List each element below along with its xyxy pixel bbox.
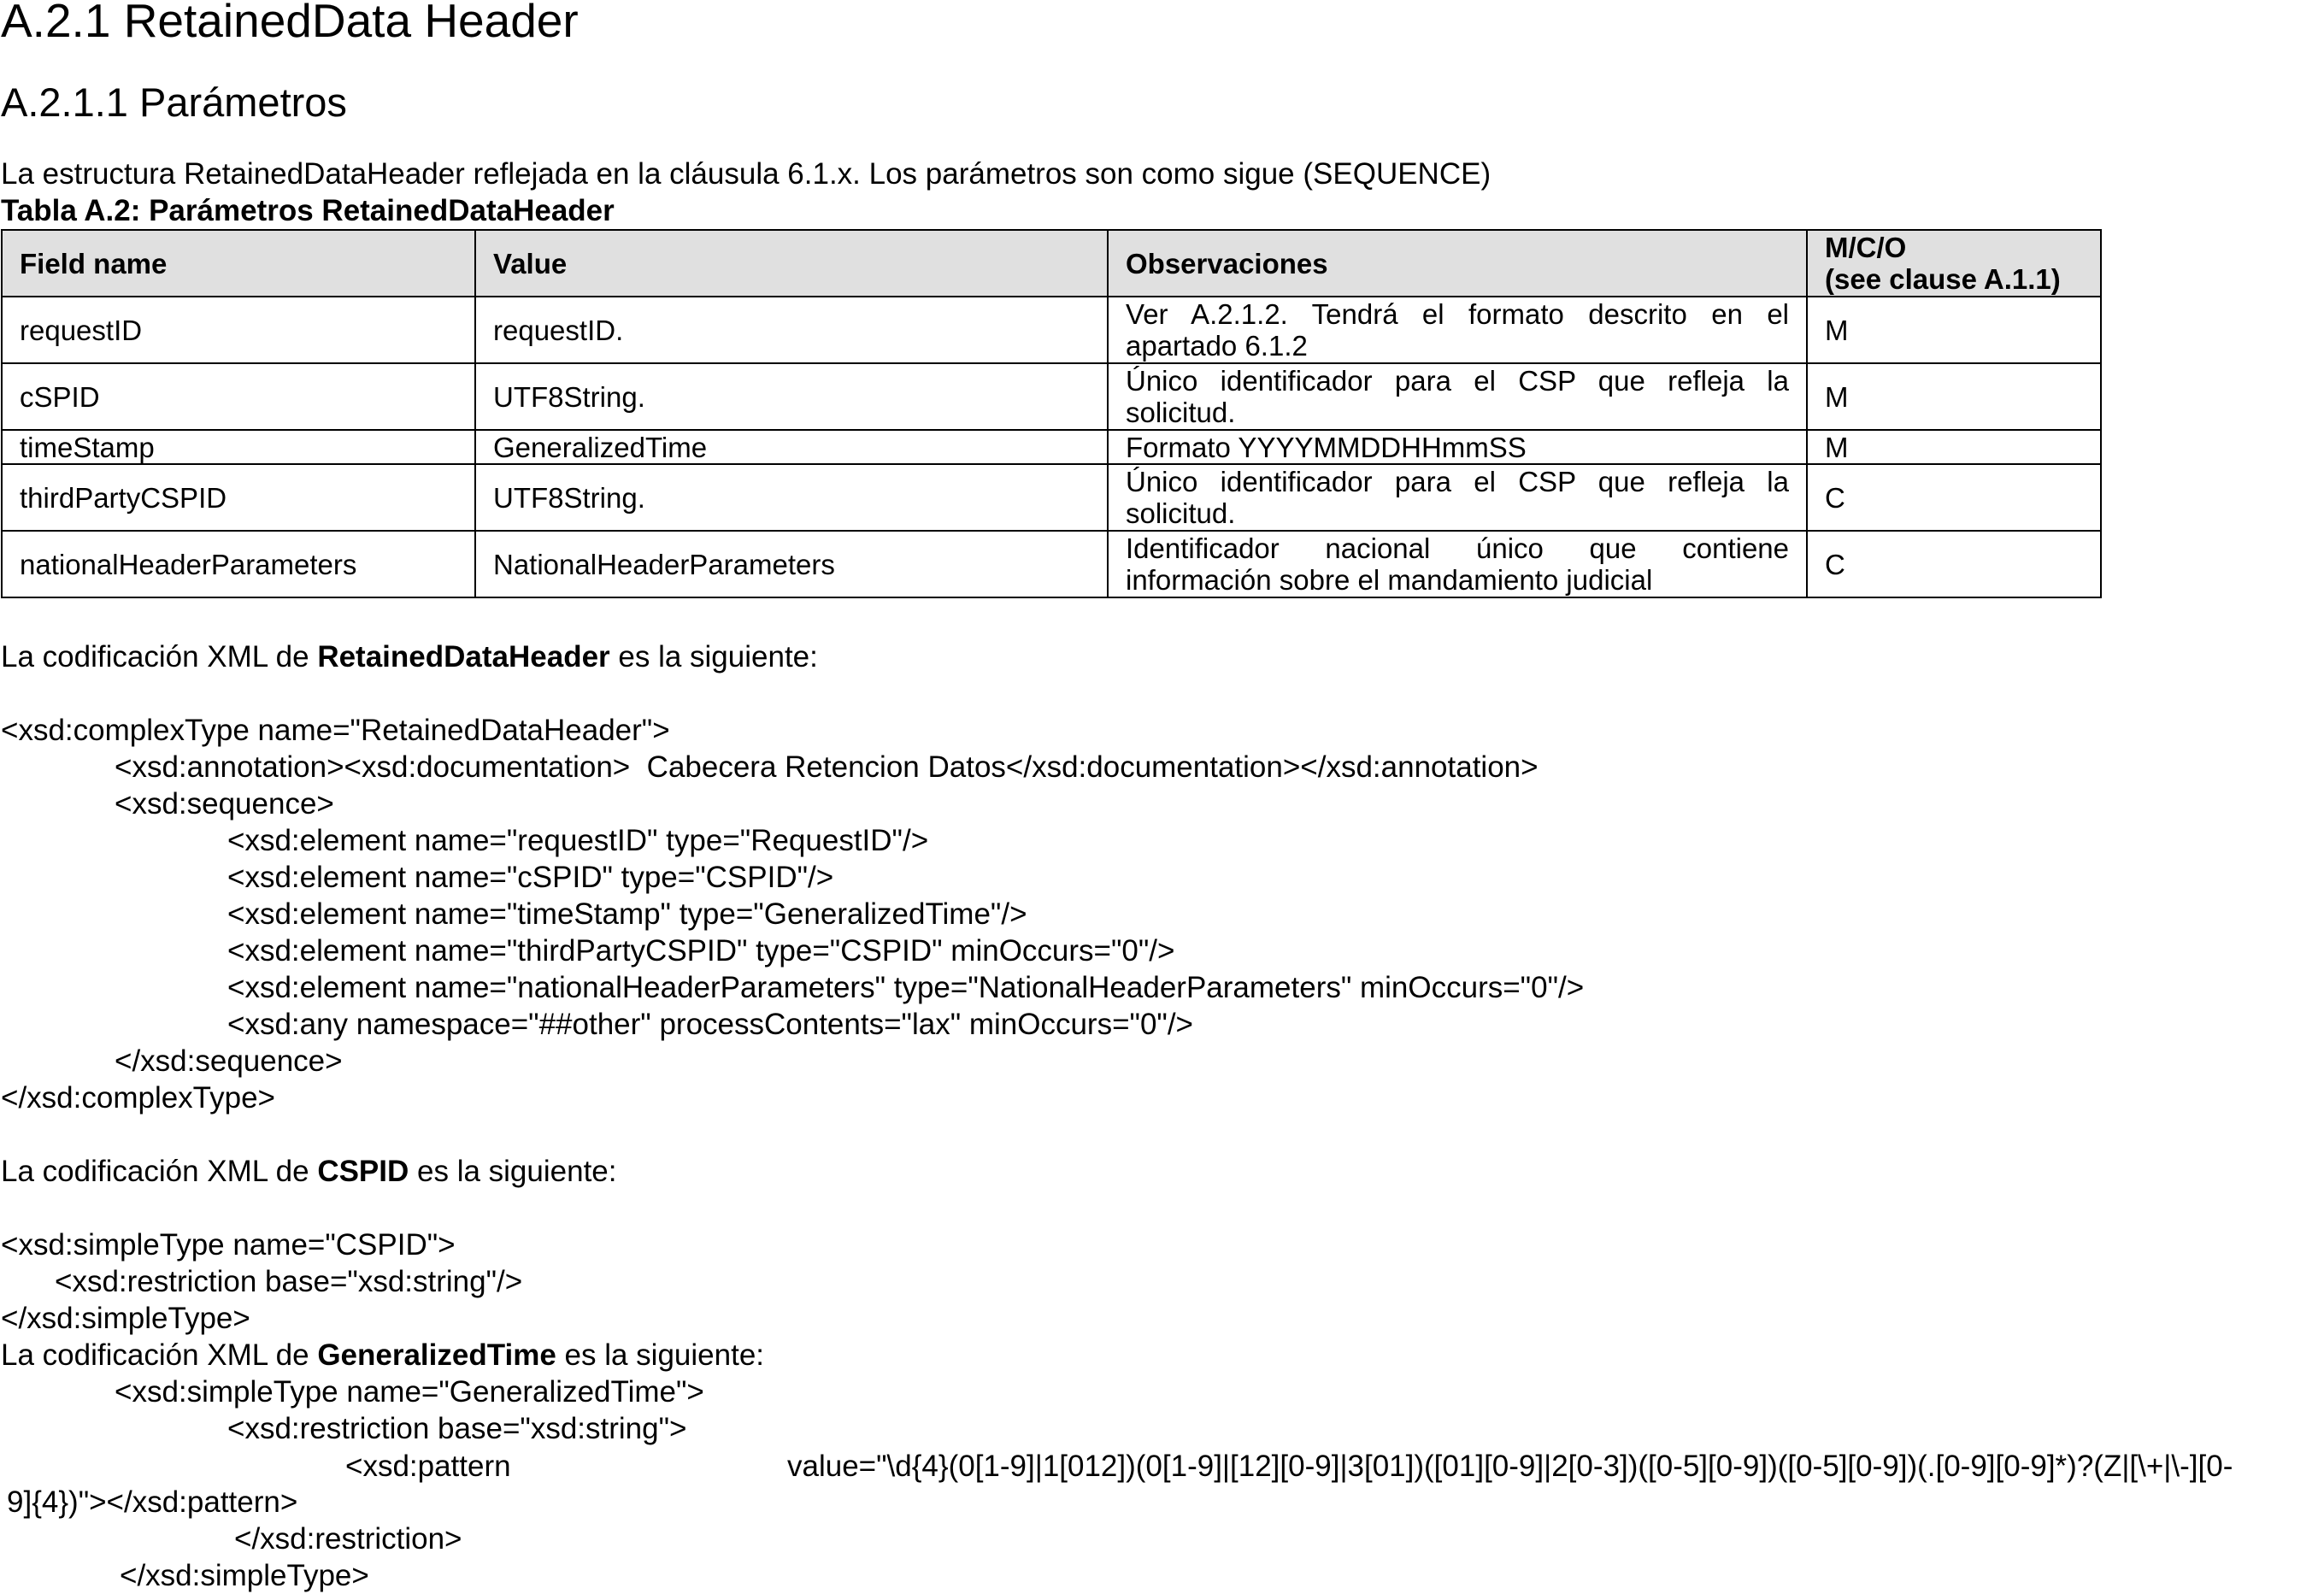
cell-value: UTF8String. [475, 363, 1108, 430]
cell-observaciones: Único identificador para el CSP que refleja la solicitud. [1108, 464, 1807, 531]
cell-value: UTF8String. [475, 464, 1108, 531]
table-row [2, 464, 2101, 531]
xml-line: </xsd:restriction> [234, 1522, 462, 1556]
table-row [2, 531, 2101, 597]
table-row [2, 363, 2101, 430]
xml-line: <xsd:element name="cSPID" type="CSPID"/> [227, 861, 834, 894]
column-header-observaciones: Observaciones [1108, 230, 1807, 297]
column-header-field-name: Field name [2, 230, 475, 297]
cell-observaciones: Ver A.2.1.2. Tendrá el formato descrito en el apartado 6.1.2 [1108, 297, 1807, 363]
paragraph-text: es la siguiente: [409, 1155, 617, 1188]
parameters-table [1, 229, 2102, 598]
xml-line: </xsd:simpleType> [120, 1559, 369, 1592]
column-header-mco-label: M/C/O [1825, 232, 1907, 263]
paragraph-text: es la siguiente: [556, 1338, 765, 1372]
cell-mco: C [1807, 464, 2101, 531]
paragraph-text: La codificación XML de [1, 1155, 318, 1188]
paragraph-text: La codificación XML de [1, 1338, 318, 1372]
cell-observaciones: Único identificador para el CSP que refleja la solicitud. [1108, 363, 1807, 430]
xml-line: value="\d{4}(0[1-9]|1[012])(0[1-9]|[12][0-9]|3[01])([01][0-9]|2[0-3])([0-5][0-9])([0-5][0-9])(.[0-9][0-9]*)?(Z|[\+|\-][0- [787, 1450, 2233, 1483]
xml-line: <xsd:pattern [345, 1450, 511, 1483]
cell-field-name: requestID [2, 297, 475, 363]
xml-intro-cspid [1, 1154, 617, 1190]
cell-field-name: thirdPartyCSPID [2, 464, 475, 531]
cell-field-name: timeStamp [2, 430, 475, 464]
column-header-mco [1807, 230, 2101, 297]
xml-line: <xsd:element name="timeStamp" type="GeneralizedTime"/> [227, 897, 1027, 931]
paragraph-bold-term: GeneralizedTime [317, 1338, 556, 1372]
cell-value: NationalHeaderParameters [475, 531, 1108, 597]
cell-value: requestID. [475, 297, 1108, 363]
paragraph-bold-term: CSPID [317, 1155, 409, 1188]
paragraph-text: es la siguiente: [609, 640, 818, 673]
column-header-value: Value [475, 230, 1108, 297]
xml-line: </xsd:sequence> [115, 1044, 343, 1078]
cell-mco: M [1807, 363, 2101, 430]
xml-line: <xsd:annotation><xsd:documentation> Cabecera Retencion Datos</xsd:documentation></xsd:annotation> [115, 750, 1539, 784]
table-caption: Tabla A.2: Parámetros RetainedDataHeader [1, 194, 615, 227]
table-header-row [2, 230, 2101, 297]
xml-line: <xsd:simpleType name="GeneralizedTime"> [115, 1375, 704, 1409]
cell-field-name: cSPID [2, 363, 475, 430]
xml-line: <xsd:complexType name="RetainedDataHeader"> [1, 714, 670, 747]
xml-line: <xsd:simpleType name="CSPID"> [1, 1228, 456, 1262]
paragraph-text: La codificación XML de [1, 640, 318, 673]
xml-intro-retaineddataheader [1, 639, 818, 675]
cell-observaciones: Formato YYYYMMDDHHmmSS [1108, 430, 1807, 464]
cell-mco: M [1807, 297, 2101, 363]
cell-mco: M [1807, 430, 2101, 464]
cell-mco: C [1807, 531, 2101, 597]
cell-field-name: nationalHeaderParameters [2, 531, 475, 597]
xml-intro-generalizedtime [1, 1338, 764, 1373]
xml-line: </xsd:complexType> [1, 1081, 275, 1115]
cell-value: GeneralizedTime [475, 430, 1108, 464]
table-row [2, 430, 2101, 464]
table-row [2, 297, 2101, 363]
xml-line: <xsd:sequence> [115, 787, 334, 821]
paragraph-bold-term: RetainedDataHeader [317, 640, 610, 673]
xml-line: <xsd:restriction base="xsd:string"/> [55, 1265, 523, 1298]
column-header-mco-note: (see clause A.1.1) [1825, 263, 2061, 295]
subsection-heading: A.2.1.1 Parámetros [1, 79, 347, 125]
xml-line: 9]{4})"></xsd:pattern> [7, 1485, 298, 1519]
intro-paragraph: La estructura RetainedDataHeader reflejada en la cláusula 6.1.x. Los parámetros son como sigue (SEQUENCE) [1, 157, 1491, 191]
section-heading: A.2.1 RetainedData Header [1, 0, 579, 47]
xml-line: <xsd:element name="requestID" type="RequestID"/> [227, 824, 929, 857]
xml-line: <xsd:element name="nationalHeaderParameters" type="NationalHeaderParameters" minOccurs="0"/> [227, 971, 1585, 1004]
xml-line: <xsd:any namespace="##other" processContents="lax" minOccurs="0"/> [227, 1008, 1193, 1041]
xml-line: <xsd:restriction base="xsd:string"> [227, 1412, 687, 1445]
xml-line: </xsd:simpleType> [1, 1302, 250, 1335]
xml-line: <xsd:element name="thirdPartyCSPID" type="CSPID" minOccurs="0"/> [227, 934, 1175, 968]
cell-observaciones: Identificador nacional único que contiene información sobre el mandamiento judicial [1108, 531, 1807, 597]
